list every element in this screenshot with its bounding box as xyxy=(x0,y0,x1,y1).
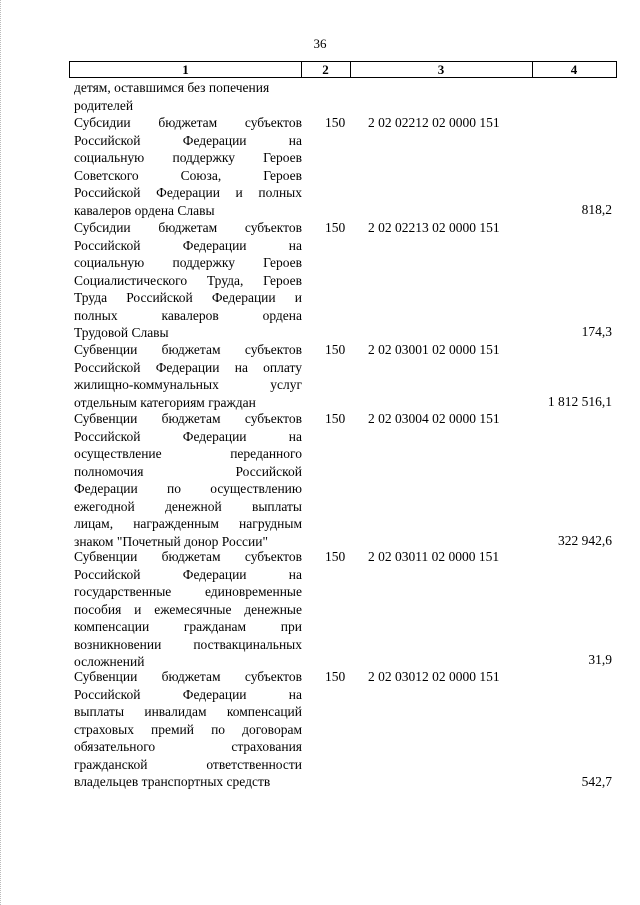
description-line: социальную поддержку Героев xyxy=(74,255,302,270)
description-line: Субвенции бюджетам субъектов xyxy=(74,549,302,564)
row-description xyxy=(74,668,302,791)
column-header-3: 3 xyxy=(350,61,533,78)
row-code: 150 xyxy=(325,342,346,357)
description-line: Трудовой Славы xyxy=(74,325,169,340)
row-code: 150 xyxy=(325,220,346,235)
description-line: Труда Российской Федерации и xyxy=(74,290,302,305)
description-line: владельцев транспортных средств xyxy=(74,774,271,789)
description-line: отдельным категориям граждан xyxy=(74,394,256,410)
row-kbk: 2 02 02213 02 0000 151 xyxy=(368,220,500,235)
row-kbk: 2 02 02212 02 0000 151 xyxy=(368,115,500,130)
description-line: полных кавалеров ордена xyxy=(74,307,302,323)
row-kbk: 2 02 03004 02 0000 151 xyxy=(368,411,500,426)
description-line: кавалеров ордена Славы xyxy=(74,202,215,218)
description-line: Российской Федерации на xyxy=(74,566,302,582)
description-line: Российской Федерации и полных xyxy=(74,185,302,200)
description-line: Субвенции бюджетам субъектов xyxy=(74,669,302,684)
row-code: 150 xyxy=(325,669,346,684)
description-line: Субсидии бюджетам субъектов xyxy=(74,220,302,235)
description-line: Российской Федерации на оплату xyxy=(74,359,302,375)
continuation-line: детям, оставшимся без попечения xyxy=(74,80,270,95)
row-amount: 31,9 xyxy=(588,652,612,667)
row-kbk: 2 02 03001 02 0000 151 xyxy=(368,342,500,357)
row-code: 150 xyxy=(325,411,346,426)
description-line: Советского Союза, Героев xyxy=(74,167,302,183)
row-kbk: 2 02 03011 02 0000 151 xyxy=(368,549,500,564)
description-line: Субвенции бюджетам субъектов xyxy=(74,411,302,426)
row-amount: 818,2 xyxy=(581,202,612,217)
description-line: выплаты инвалидам компенсаций xyxy=(74,704,302,719)
description-line: Российской Федерации на xyxy=(74,237,302,253)
continuation-text xyxy=(74,79,302,114)
description-line: Субвенции бюджетам субъектов xyxy=(74,342,302,357)
description-line: обязательного страхования xyxy=(74,739,302,754)
row-description xyxy=(74,341,302,411)
column-header-4: 4 xyxy=(532,61,617,78)
column-header-2: 2 xyxy=(301,61,351,78)
row-description xyxy=(74,219,302,342)
description-line: возникновении поствакцинальных xyxy=(74,636,302,652)
description-line: страховых премий по договорам xyxy=(74,721,302,737)
description-line: Федерации по осуществлению xyxy=(74,481,302,496)
description-line: компенсации гражданам при xyxy=(74,619,302,634)
description-line: полномочия Российской xyxy=(74,463,302,479)
description-line: Российской Федерации на xyxy=(74,686,302,702)
description-line: Социалистического Труда, Героев xyxy=(74,272,302,288)
row-description xyxy=(74,548,302,671)
description-line: осуществление переданного xyxy=(74,446,302,461)
row-code: 150 xyxy=(325,115,346,130)
row-amount: 174,3 xyxy=(581,324,612,339)
page-number: 36 xyxy=(313,36,327,51)
row-code: 150 xyxy=(325,549,346,564)
description-line: Российской Федерации на xyxy=(74,428,302,444)
description-line: ежегодной денежной выплаты xyxy=(74,498,302,514)
description-line: гражданской ответственности xyxy=(74,756,302,772)
description-line: жилищно-коммунальных услуг xyxy=(74,377,302,392)
scan-edge xyxy=(0,0,2,905)
description-line: Субсидии бюджетам субъектов xyxy=(74,115,302,130)
column-header-1: 1 xyxy=(69,61,302,78)
row-amount: 322 942,6 xyxy=(558,533,612,548)
description-line: государственные единовременные xyxy=(74,584,302,599)
description-line: социальную поддержку Героев xyxy=(74,150,302,165)
row-amount: 1 812 516,1 xyxy=(547,394,612,409)
continuation-line: родителей xyxy=(74,97,134,113)
row-description xyxy=(74,410,302,550)
description-line: знаком "Почетный донор России" xyxy=(74,533,268,549)
row-description xyxy=(74,114,302,219)
description-line: лицам, награжденным нагрудным xyxy=(74,516,302,531)
description-line: пособия и ежемесячные денежные xyxy=(74,601,302,617)
row-amount: 542,7 xyxy=(581,774,612,789)
description-line: осложнений xyxy=(74,654,145,669)
description-line: Российской Федерации на xyxy=(74,132,302,148)
row-kbk: 2 02 03012 02 0000 151 xyxy=(368,669,500,684)
